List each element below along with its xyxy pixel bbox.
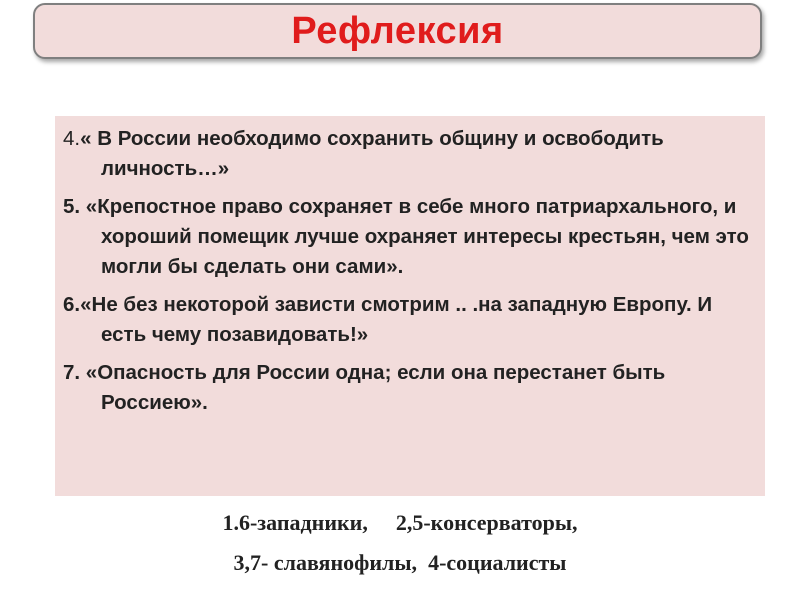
answer-slavophiles: 3,7- славянофилы,	[233, 550, 418, 575]
quote-item-4	[63, 124, 755, 184]
quote-text: «Опасность для России одна; если она перестанет быть Россиею».	[80, 361, 666, 414]
answer-westernizers: 1.6-западники,	[222, 510, 368, 535]
answer-conservatives: 2,5-консерваторы,	[395, 510, 578, 535]
answer-socialists: 4-социалисты	[428, 550, 567, 575]
answer-line-2	[0, 546, 800, 580]
title-banner	[33, 3, 762, 59]
slide-title: Рефлексия	[291, 10, 504, 52]
answer-line-1	[0, 506, 800, 540]
quote-item-7	[63, 358, 755, 418]
quote-item-5	[63, 192, 755, 282]
quote-number: 5.	[63, 195, 81, 218]
quote-number: 7.	[63, 361, 81, 384]
quote-text: «Крепостное право сохраняет в себе много патриархального, и хороший помещик лучше охраняет интересы крестьян, чем это могли бы сделать они сами».	[80, 195, 749, 278]
quote-text: « В России необходимо сохранить общину и освободить личность…»	[80, 127, 664, 180]
answer-key	[0, 506, 800, 586]
quote-text: «Не без некоторой зависти смотрим .. .на западную Европу. И есть чему позавидовать!»	[80, 293, 713, 346]
quote-item-6	[63, 290, 755, 350]
quote-number: 6.	[63, 293, 81, 316]
quote-number: 4.	[63, 127, 81, 150]
quotes-panel	[55, 116, 765, 496]
